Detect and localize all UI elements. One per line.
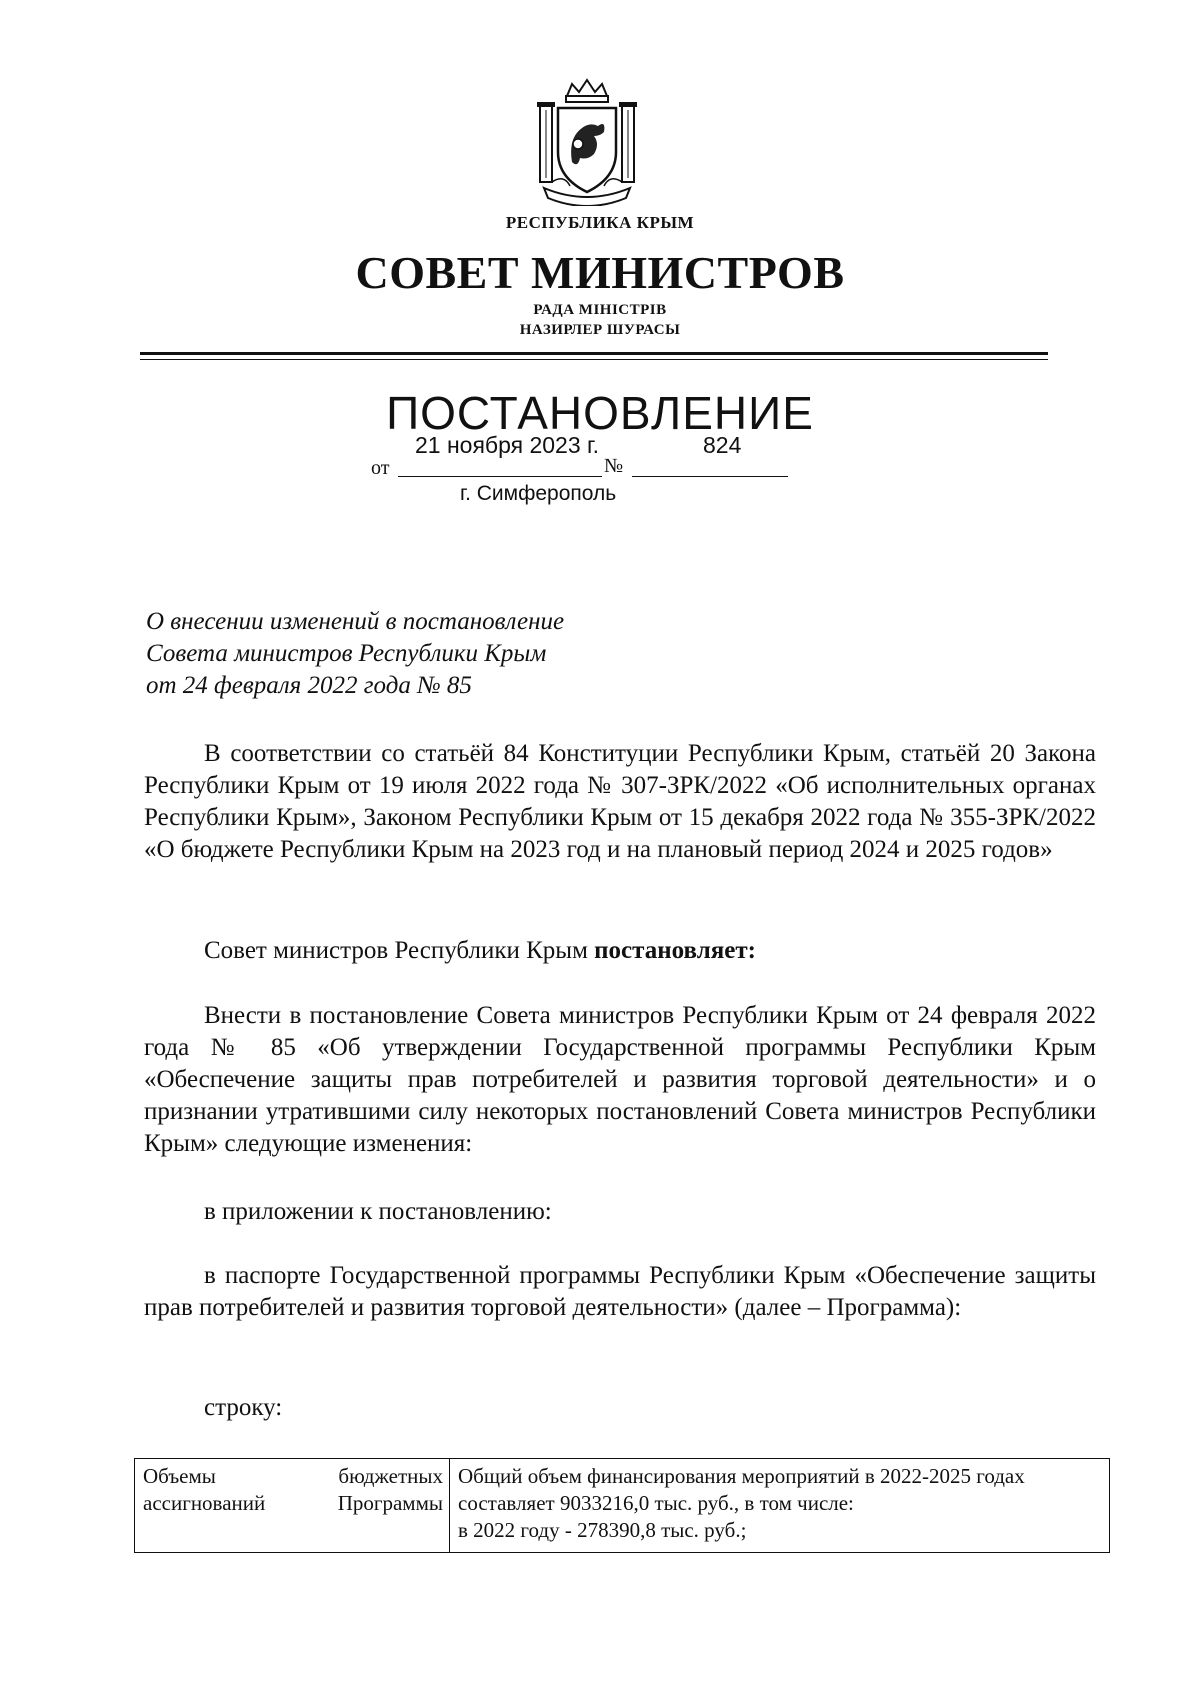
table-cell-label: Объемы бюджетных ассигнований Программы: [135, 1459, 450, 1553]
subject-line: Совета министров Республики Крым: [146, 640, 547, 667]
document-number: 824: [703, 432, 742, 458]
date-prefix: от: [371, 457, 390, 479]
paragraph-amendment: Внести в постановление Совета министров Республики Крым от 24 февраля 2022 года № 85 «Об утверждении Государственной программы Республики Крым «Обеспечение защиты прав потребителей и развития торговой деятельности» и о признании утратившими силу некоторых постановлений Совета министров Республики Крым» следующие изменения:: [144, 1002, 1096, 1157]
number-label: №: [604, 455, 624, 477]
paragraph-passport: в паспорте Государственной программы Республики Крым «Обеспечение защиты прав потребителей и развития торговой деятельности» (далее – Программа):: [144, 1262, 1096, 1321]
republic-name: РЕСПУБЛИКА КРЫМ: [505, 213, 695, 232]
table-value-line: Общий объем финансирования мероприятий в 2022-2025 годах: [458, 1464, 1025, 1488]
header-rule-thick: [140, 352, 1048, 355]
council-title-ukrainian: РАДА МІНІСТРІВ: [533, 302, 667, 318]
council-text: Совет министров Республики Крым: [204, 937, 588, 964]
crimea-coat-of-arms-icon: [534, 78, 640, 206]
paragraph-annex: в приложении к постановлению:: [204, 1198, 552, 1225]
subject-line: О внесении изменений в постановление: [146, 608, 565, 635]
council-title: СОВЕТ МИНИСТРОВ: [355, 247, 845, 298]
document-date: 21 ноября 2023 г.: [415, 432, 599, 458]
number-underline: [632, 476, 788, 477]
paragraph-council-decides: [144, 935, 1096, 967]
header-rule-thin: [140, 359, 1048, 360]
table-value-line: составляет 9033216,0 тыс. руб., в том числе:: [458, 1491, 854, 1515]
paragraph-line: строку:: [204, 1394, 283, 1421]
table-value-line: в 2022 году - 278390,8 тыс. руб.;: [458, 1518, 747, 1542]
document-type: ПОСТАНОВЛЕНИЕ: [386, 387, 814, 439]
council-title-crimean-tatar: НАЗИРЛЕР ШУРАСЫ: [519, 322, 681, 338]
subject-line: от 24 февраля 2022 года № 85: [146, 672, 472, 699]
document-city: г. Симферополь: [460, 482, 617, 505]
date-underline: [398, 476, 602, 477]
paragraph-legal-basis: В соответствии со статьёй 84 Конституции Республики Крым, статьёй 20 Закона Республики Крым от 19 июля 2022 года № 307-ЗРК/2022 «Об исполнительных органах Республики Крым», Законом Республики Крым от 15 декабря 2022 года № 355-ЗРК/2022 «О бюджете Республики Крым на 2023 год и на плановый период 2024 и 2025 годов»: [144, 740, 1096, 863]
budget-table: [134, 1458, 1110, 1553]
table-cell-value: [450, 1459, 1110, 1553]
table-row: [135, 1459, 1110, 1553]
decides-text: постановляет:: [594, 937, 756, 964]
document-subject: [146, 606, 564, 702]
